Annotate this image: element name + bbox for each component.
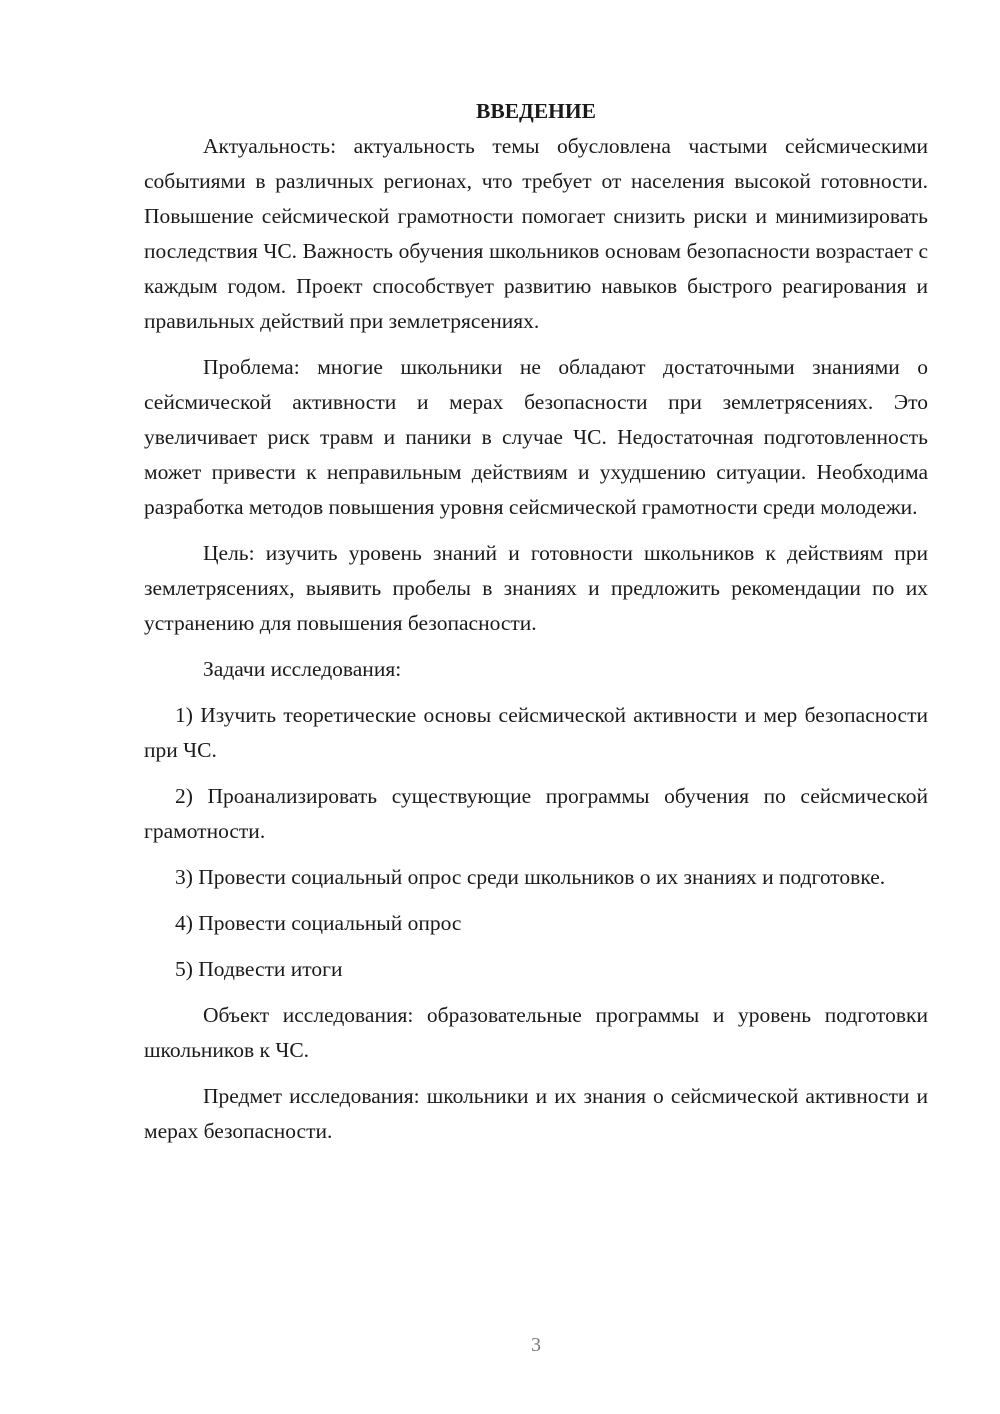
tasks-heading: Задачи исследования:: [203, 657, 402, 681]
problem-paragraph: Проблема: многие школьники не обладают достаточными знаниями о сейсмической активности и мерах безопасности при землетрясениях. Это увеличивает риск травм и паники в случае ЧС. Недостаточная подготовленность может привести к неправильным действиям и ухудшению ситуации. Необходима разработка методов повышения уровня сейсмической грамотности среди молодежи.: [144, 355, 928, 519]
subject-paragraph: Предмет исследования: школьники и их знания о сейсмической активности и мерах безопасности.: [144, 1084, 928, 1143]
page-title: ВВЕДЕНИЕ: [476, 99, 596, 123]
relevance-paragraph: Актуальность: актуальность темы обусловлена частыми сейсмическими событиями в различных регионах, что требует от населения высокой готовности. Повышение сейсмической грамотности помогает снизить риски и минимизировать последствия ЧС. Важность обучения школьников основам безопасности возрастает с каждым годом. Проект способствует развитию навыков быстрого реагирования и правильных действий при землетрясениях.: [144, 134, 928, 333]
task-item-3: 3) Провести социальный опрос среди школьников о их знаниях и подготовке.: [175, 865, 886, 889]
page-number: 3: [531, 1334, 541, 1356]
page-body: [144, 94, 928, 1160]
task-item-2: 2) Проанализировать существующие программы обучения по сейсмической грамотности.: [144, 784, 928, 843]
task-item-1: 1) Изучить теоретические основы сейсмической активности и мер безопасности при ЧС.: [144, 703, 928, 762]
object-paragraph: Объект исследования: образовательные программы и уровень подготовки школьников к ЧС.: [144, 1003, 928, 1062]
goal-paragraph: Цель: изучить уровень знаний и готовности школьников к действиям при землетрясениях, выявить пробелы в знаниях и предложить рекомендации по их устранению для повышения безопасности.: [144, 541, 928, 635]
task-item-4: 4) Провести социальный опрос: [175, 911, 462, 935]
task-item-5: 5) Подвести итоги: [175, 957, 343, 981]
